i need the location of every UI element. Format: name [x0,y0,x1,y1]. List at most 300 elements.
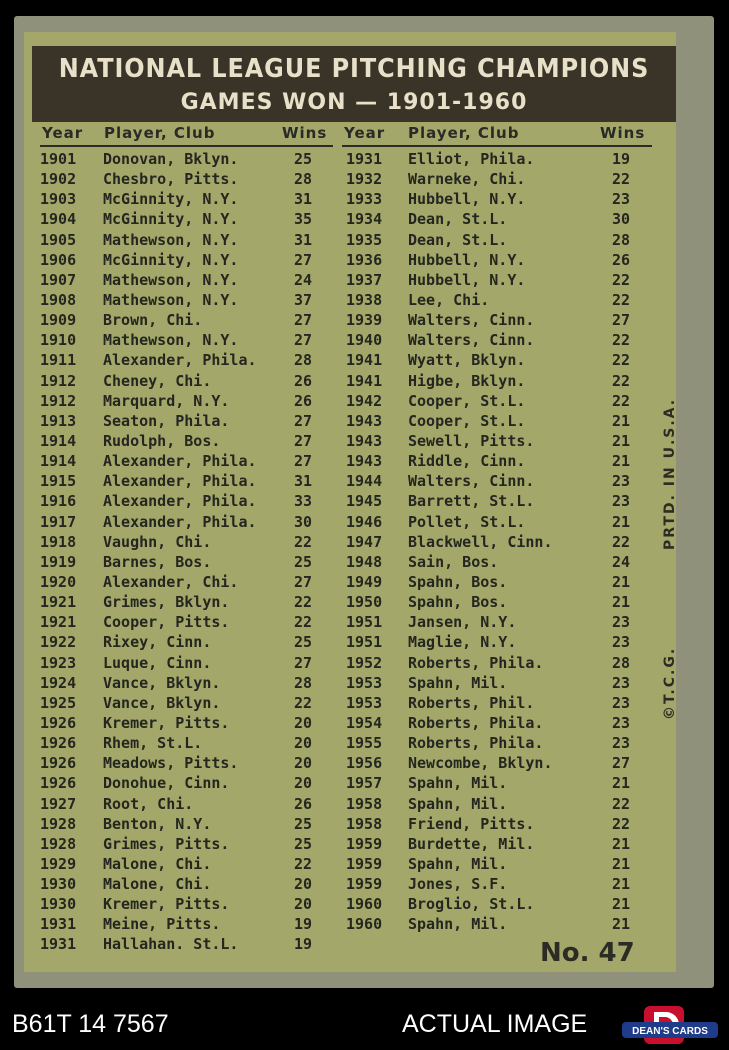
year-cell: 1953 [346,673,383,692]
wins-cell: 27 [294,311,313,330]
player-cell: Rixey, Cinn. [103,633,212,652]
header-rule-left [40,145,333,147]
table-row [40,170,340,190]
table-row [346,331,656,351]
wins-cell: 22 [612,170,631,189]
player-cell: Hubbell, N.Y. [408,270,526,289]
table-row [346,593,656,613]
wins-cell: 26 [294,391,313,410]
wins-cell: 22 [612,794,631,813]
wins-cell: 22 [294,693,313,712]
year-cell: 1955 [346,734,383,753]
player-cell: Friend, Pitts. [408,814,535,833]
table-row [346,714,656,734]
player-cell: Vaughn, Chi. [103,532,212,551]
player-cell: Alexander, Phila. [103,512,257,531]
player-cell: Wyatt, Bklyn. [408,351,526,370]
year-cell: 1956 [346,754,383,773]
table-row [40,533,340,553]
year-cell: 1941 [346,351,383,370]
wins-cell: 28 [294,170,313,189]
year-cell: 1959 [346,875,383,894]
wins-cell: 22 [294,593,313,612]
header-rule-right [342,145,652,147]
table-row [40,190,340,210]
year-cell: 1954 [346,713,383,732]
year-cell: 1912 [40,371,77,390]
table-row [40,372,340,392]
year-cell: 1944 [346,472,383,491]
table-row [346,190,656,210]
player-cell: Elliot, Phila. [408,150,535,168]
player-cell: Mathewson, N.Y. [103,290,239,309]
year-cell: 1958 [346,794,383,813]
player-cell: Walters, Cinn. [408,472,535,491]
svg-text:DEAN'S CARDS: DEAN'S CARDS [632,1026,708,1037]
wins-cell: 20 [294,895,313,914]
player-cell: Alexander, Phila. [103,452,257,471]
year-cell: 1921 [40,613,77,632]
table-row [40,593,340,613]
player-cell: Spahn, Bos. [408,593,508,612]
wins-cell: 20 [294,754,313,773]
table-row [346,774,656,794]
wins-cell: 19 [294,935,313,954]
year-cell: 1924 [40,673,77,692]
player-cell: Alexander, Phila. [103,492,257,511]
player-cell: Barrett, St.L. [408,492,535,511]
wins-cell: 28 [294,673,313,692]
player-cell: Benton, N.Y. [103,814,212,833]
wins-cell: 21 [612,431,631,450]
player-cell: McGinnity, N.Y. [103,190,239,209]
player-cell: Spahn, Mil. [408,794,508,813]
wins-cell: 35 [294,210,313,229]
player-cell: Alexander, Phila. [103,351,257,370]
year-cell: 1916 [40,492,77,511]
wins-cell: 22 [294,613,313,632]
year-cell: 1943 [346,452,383,471]
player-cell: Dean, St.L. [408,230,508,249]
wins-cell: 27 [294,653,313,672]
table-row [40,674,340,694]
table-row [346,855,656,875]
wins-cell: 33 [294,492,313,511]
table-row [346,613,656,633]
table-row [40,835,340,855]
year-cell: 1913 [40,411,77,430]
player-cell: Barnes, Bos. [103,552,212,571]
year-cell: 1911 [40,351,77,370]
table-row [346,251,656,271]
player-cell: Seaton, Phila. [103,411,230,430]
table-row [346,311,656,331]
player-cell: Donohue, Cinn. [103,774,230,793]
year-cell: 1909 [40,311,77,330]
player-cell: Donovan, Bklyn. [103,150,239,168]
year-cell: 1960 [346,895,383,914]
wins-cell: 31 [294,472,313,491]
wins-cell: 21 [612,875,631,894]
wins-cell: 24 [612,552,631,571]
table-row [346,835,656,855]
copyright-mark: ©T.C.G. [662,646,678,720]
player-cell: Alexander, Phila. [103,472,257,491]
player-cell: Luque, Cinn. [103,653,212,672]
wins-cell: 22 [294,532,313,551]
year-cell: 1948 [346,552,383,571]
year-cell: 1947 [346,532,383,551]
player-cell: Walters, Cinn. [408,311,535,330]
year-cell: 1939 [346,311,383,330]
player-cell: Sain, Bos. [408,552,499,571]
year-cell: 1940 [346,331,383,350]
wins-cell: 27 [294,572,313,591]
year-cell: 1903 [40,190,77,209]
col-wins-right: Wins [600,124,646,142]
table-row [346,875,656,895]
player-cell: Brown, Chi. [103,311,203,330]
table-row [40,311,340,331]
wins-cell: 27 [294,250,313,269]
table-row [346,351,656,371]
year-cell: 1932 [346,170,383,189]
table-row [40,774,340,794]
table-row [40,855,340,875]
player-cell: Cooper, St.L. [408,411,526,430]
table-row [40,271,340,291]
year-cell: 1930 [40,875,77,894]
player-cell: Malone, Chi. [103,854,212,873]
player-cell: Malone, Chi. [103,875,212,894]
title-banner [32,46,676,122]
wins-cell: 28 [612,653,631,672]
year-cell: 1905 [40,230,77,249]
table-row [346,271,656,291]
table-row [40,654,340,674]
wins-cell: 21 [612,452,631,471]
wins-cell: 22 [612,331,631,350]
wins-cell: 23 [612,734,631,753]
wins-cell: 23 [612,613,631,632]
table-row [346,734,656,754]
table-row [346,533,656,553]
table-row [346,452,656,472]
table-row [346,472,656,492]
year-cell: 1926 [40,734,77,753]
table-row [346,674,656,694]
player-cell: Kremer, Pitts. [103,713,230,732]
wins-cell: 27 [294,452,313,471]
wins-cell: 22 [612,270,631,289]
table-row [40,150,340,170]
year-cell: 1928 [40,834,77,853]
player-cell: Hubbell, N.Y. [408,250,526,269]
player-cell: Broglio, St.L. [408,895,535,914]
wins-cell: 30 [612,210,631,229]
player-cell: Root, Chi. [103,794,194,813]
year-cell: 1945 [346,492,383,511]
year-cell: 1901 [40,150,77,168]
table-row [346,372,656,392]
year-cell: 1922 [40,633,77,652]
table-row [346,150,656,170]
printed-in-usa: PRTD. IN U.S.A. [662,397,678,550]
wins-cell: 22 [612,371,631,390]
table-row [346,170,656,190]
wins-cell: 24 [294,270,313,289]
wins-cell: 21 [612,512,631,531]
year-cell: 1935 [346,230,383,249]
year-cell: 1914 [40,452,77,471]
year-cell: 1951 [346,633,383,652]
table-row [346,754,656,774]
player-cell: Higbe, Bklyn. [408,371,526,390]
year-cell: 1960 [346,915,383,934]
wins-cell: 25 [294,834,313,853]
year-cell: 1904 [40,210,77,229]
year-cell: 1928 [40,814,77,833]
player-cell: Riddle, Cinn. [408,452,526,471]
table-row [346,210,656,230]
player-cell: Spahn, Mil. [408,915,508,934]
year-cell: 1918 [40,532,77,551]
table-row [40,895,340,915]
table-row [40,795,340,815]
deans-cards-logo [622,1004,718,1046]
player-cell: Mathewson, N.Y. [103,270,239,289]
wins-cell: 27 [294,411,313,430]
year-cell: 1934 [346,210,383,229]
wins-cell: 19 [612,150,631,168]
table-row [346,633,656,653]
year-cell: 1951 [346,613,383,632]
player-cell: McGinnity, N.Y. [103,250,239,269]
table-row [346,654,656,674]
player-cell: Roberts, Phila. [408,653,544,672]
table-row [40,492,340,512]
card-number: No. 47 [540,938,635,968]
table-row [40,432,340,452]
player-cell: Walters, Cinn. [408,331,535,350]
player-cell: Roberts, Phila. [408,713,544,732]
year-cell: 1938 [346,290,383,309]
wins-cell: 27 [612,754,631,773]
player-cell: McGinnity, N.Y. [103,210,239,229]
wins-cell: 20 [294,875,313,894]
table-row [346,291,656,311]
year-cell: 1917 [40,512,77,531]
year-cell: 1927 [40,794,77,813]
left-column-list [40,150,340,956]
wins-cell: 21 [612,593,631,612]
year-cell: 1946 [346,512,383,531]
col-year-right: Year [344,124,386,142]
table-row [40,573,340,593]
table-row [346,432,656,452]
year-cell: 1919 [40,552,77,571]
player-cell: Pollet, St.L. [408,512,526,531]
table-row [40,291,340,311]
year-cell: 1950 [346,593,383,612]
year-cell: 1930 [40,895,77,914]
wins-cell: 21 [612,854,631,873]
table-row [40,633,340,653]
player-cell: Alexander, Chi. [103,572,239,591]
wins-cell: 22 [612,391,631,410]
year-cell: 1906 [40,250,77,269]
table-row [346,795,656,815]
wins-cell: 26 [612,250,631,269]
inventory-code: B61T 14 7567 [12,1010,169,1038]
wins-cell: 21 [612,834,631,853]
card-title: NATIONAL LEAGUE PITCHING CHAMPIONS [58,54,650,84]
year-cell: 1915 [40,472,77,491]
year-cell: 1931 [40,915,77,934]
player-cell: Spahn, Bos. [408,572,508,591]
table-row [40,915,340,935]
table-row [346,392,656,412]
player-cell: Warneke, Chi. [408,170,526,189]
table-row [346,412,656,432]
wins-cell: 23 [612,492,631,511]
player-cell: Blackwell, Cinn. [408,532,553,551]
wins-cell: 23 [612,190,631,209]
player-cell: Marquard, N.Y. [103,391,230,410]
wins-cell: 22 [612,290,631,309]
player-cell: Meine, Pitts. [103,915,221,934]
player-cell: Grimes, Pitts. [103,834,230,853]
wins-cell: 26 [294,371,313,390]
player-cell: Burdette, Mil. [408,834,535,853]
year-cell: 1923 [40,653,77,672]
table-row [40,452,340,472]
player-cell: Chesbro, Pitts. [103,170,239,189]
table-row [40,251,340,271]
player-cell: Jansen, N.Y. [408,613,517,632]
year-cell: 1910 [40,331,77,350]
table-row [40,231,340,251]
player-cell: Hallahan. St.L. [103,935,239,954]
player-cell: Spahn, Mil. [408,774,508,793]
player-cell: Vance, Bklyn. [103,673,221,692]
year-cell: 1943 [346,411,383,430]
year-cell: 1931 [346,150,383,168]
player-cell: Newcombe, Bklyn. [408,754,553,773]
year-cell: 1953 [346,693,383,712]
right-column-list [346,150,656,935]
table-row [346,492,656,512]
table-row [40,734,340,754]
player-cell: Spahn, Mil. [408,673,508,692]
player-cell: Mathewson, N.Y. [103,331,239,350]
table-row [40,815,340,835]
table-row [346,815,656,835]
player-cell: Kremer, Pitts. [103,895,230,914]
year-cell: 1957 [346,774,383,793]
table-row [346,573,656,593]
year-cell: 1925 [40,693,77,712]
player-cell: Cooper, St.L. [408,391,526,410]
table-row [346,231,656,251]
year-cell: 1907 [40,270,77,289]
table-row [346,694,656,714]
year-cell: 1914 [40,431,77,450]
table-row [40,472,340,492]
player-cell: Spahn, Mil. [408,854,508,873]
year-cell: 1959 [346,834,383,853]
table-row [40,513,340,533]
table-row [40,331,340,351]
wins-cell: 25 [294,150,313,168]
player-cell: Mathewson, N.Y. [103,230,239,249]
wins-cell: 20 [294,713,313,732]
card-subtitle: GAMES WON — 1901-1960 [180,90,528,115]
year-cell: 1929 [40,854,77,873]
wins-cell: 20 [294,734,313,753]
year-cell: 1943 [346,431,383,450]
player-cell: Cooper, Pitts. [103,613,230,632]
wins-cell: 28 [294,351,313,370]
year-cell: 1920 [40,572,77,591]
player-cell: Jones, S.F. [408,875,508,894]
wins-cell: 26 [294,794,313,813]
actual-image-label: ACTUAL IMAGE [402,1010,588,1038]
wins-cell: 23 [612,673,631,692]
player-cell: Maglie, N.Y. [408,633,517,652]
table-row [40,714,340,734]
year-cell: 1941 [346,371,383,390]
year-cell: 1921 [40,593,77,612]
table-row [40,694,340,714]
wins-cell: 20 [294,774,313,793]
wins-cell: 28 [612,230,631,249]
wins-cell: 19 [294,915,313,934]
wins-cell: 22 [294,854,313,873]
player-cell: Roberts, Phil. [408,693,535,712]
table-row [346,513,656,533]
wins-cell: 31 [294,230,313,249]
table-row [40,392,340,412]
col-player-right: Player, Club [408,124,520,142]
wins-cell: 30 [294,512,313,531]
player-cell: Rhem, St.L. [103,734,203,753]
player-cell: Sewell, Pitts. [408,431,535,450]
wins-cell: 21 [612,895,631,914]
table-row [40,210,340,230]
player-cell: Grimes, Bklyn. [103,593,230,612]
year-cell: 1952 [346,653,383,672]
wins-cell: 25 [294,552,313,571]
player-cell: Dean, St.L. [408,210,508,229]
wins-cell: 21 [612,572,631,591]
year-cell: 1908 [40,290,77,309]
year-cell: 1912 [40,391,77,410]
table-row [40,754,340,774]
year-cell: 1902 [40,170,77,189]
wins-cell: 27 [612,311,631,330]
col-year-left: Year [42,124,84,142]
player-cell: Cheney, Chi. [103,371,212,390]
wins-cell: 23 [612,472,631,491]
table-row [40,412,340,432]
col-player-left: Player, Club [104,124,216,142]
player-cell: Meadows, Pitts. [103,754,239,773]
player-cell: Hubbell, N.Y. [408,190,526,209]
year-cell: 1926 [40,754,77,773]
player-cell: Vance, Bklyn. [103,693,221,712]
wins-cell: 21 [612,774,631,793]
